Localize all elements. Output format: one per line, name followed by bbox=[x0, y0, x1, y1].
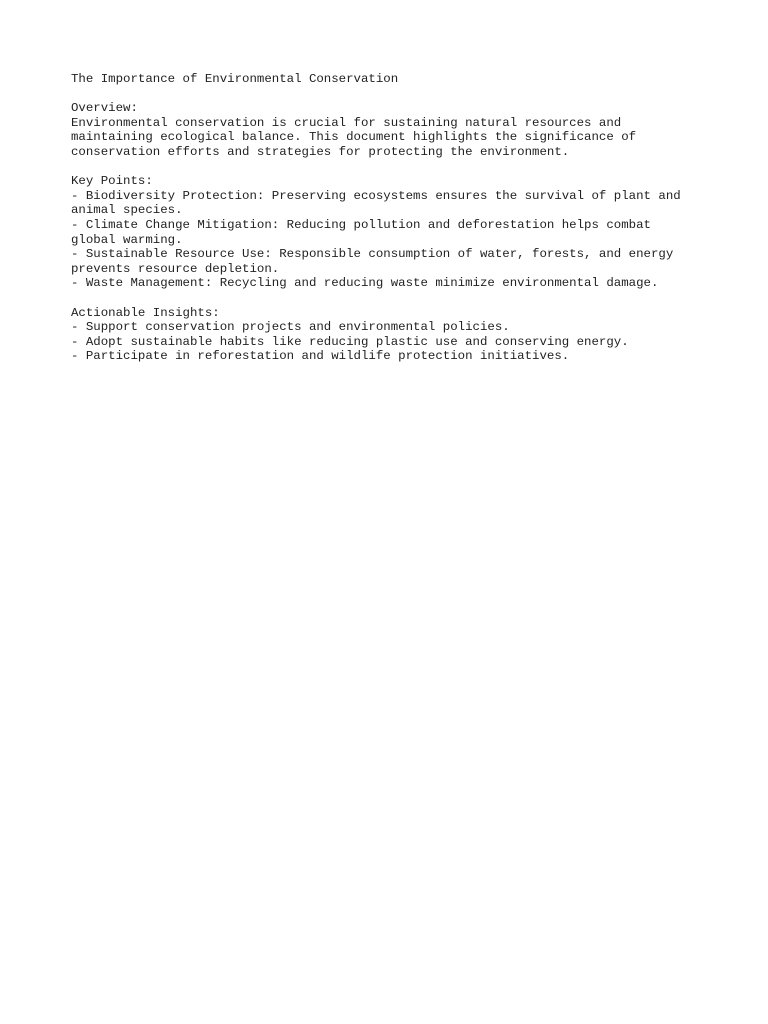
document-title: The Importance of Environmental Conservation bbox=[71, 72, 399, 86]
insight-line: - Participate in reforestation and wildlife protection initiatives. bbox=[71, 349, 570, 364]
key-points-heading: Key Points: bbox=[71, 174, 153, 189]
key-point-line: animal species. bbox=[71, 203, 183, 218]
overview-heading: Overview: bbox=[71, 101, 138, 116]
spacer bbox=[71, 160, 731, 175]
key-point-line: - Sustainable Resource Use: Responsible consumption of water, forests, and energy bbox=[71, 247, 674, 262]
key-point-line: - Climate Change Mitigation: Reducing pollution and deforestation helps combat bbox=[71, 217, 651, 232]
key-point-line: - Waste Management: Recycling and reducing waste minimize environmental damage. bbox=[71, 276, 659, 291]
key-point-line: global warming. bbox=[71, 232, 183, 247]
spacer bbox=[71, 291, 731, 306]
overview-line: maintaining ecological balance. This document highlights the significance of bbox=[71, 130, 637, 145]
overview-line: Environmental conservation is crucial for sustaining natural resources and bbox=[71, 115, 622, 130]
insight-line: - Support conservation projects and environmental policies. bbox=[71, 320, 510, 335]
key-point-line: prevents resource depletion. bbox=[71, 261, 280, 276]
key-point-line: - Biodiversity Protection: Preserving ecosystems ensures the survival of plant and bbox=[71, 188, 681, 203]
document-body bbox=[71, 72, 731, 364]
actionable-insights-heading: Actionable Insights: bbox=[71, 305, 220, 320]
overview-line: conservation efforts and strategies for protecting the environment. bbox=[71, 144, 570, 159]
spacer bbox=[71, 87, 731, 102]
insight-line: - Adopt sustainable habits like reducing plastic use and conserving energy. bbox=[71, 334, 629, 349]
